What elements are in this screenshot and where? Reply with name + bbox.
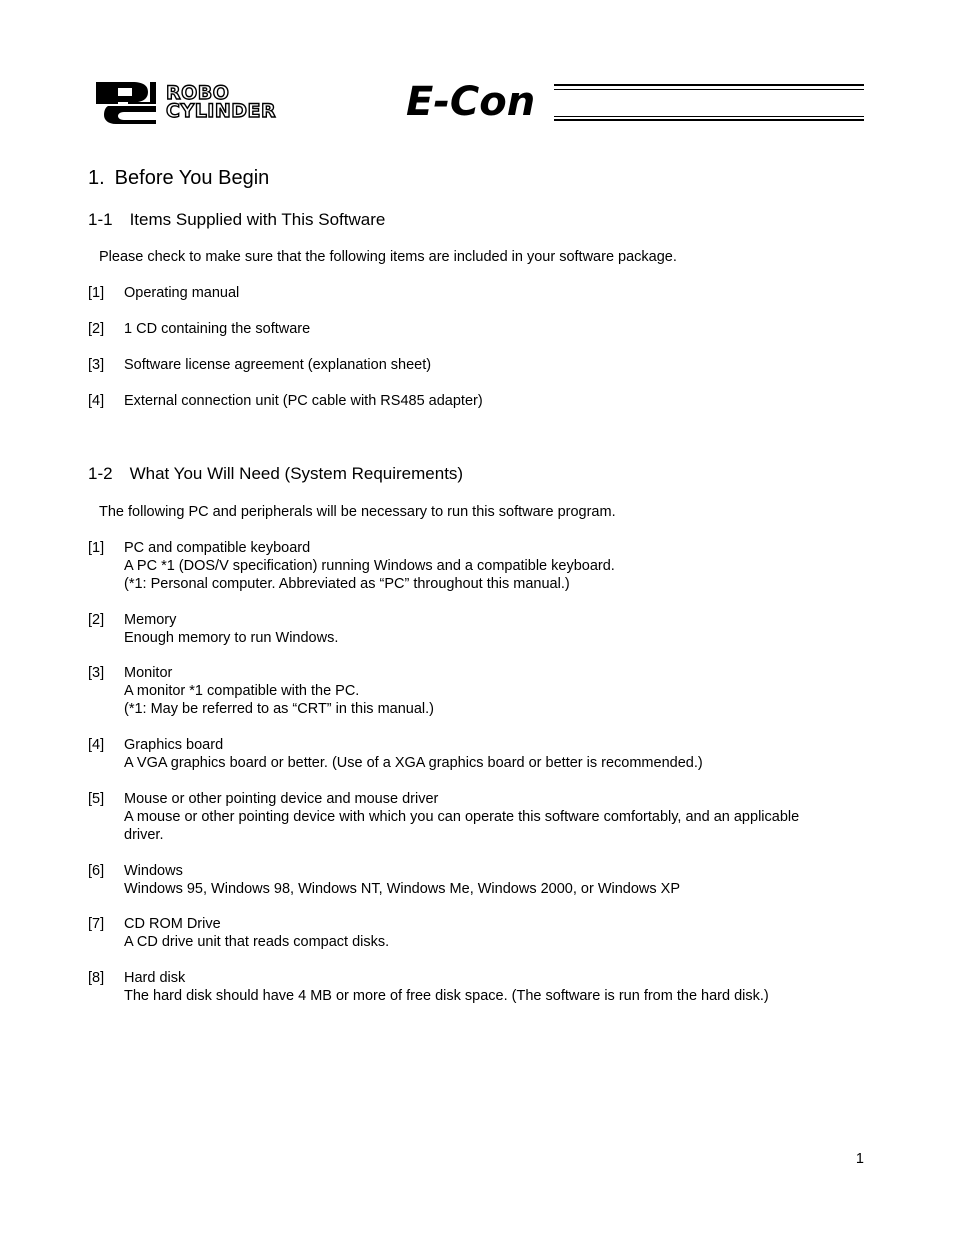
requirement-detail: A CD drive unit that reads compact disks.: [124, 934, 390, 950]
requirement-number: [4]: [88, 737, 105, 753]
subsection-1-1-title: 1-1 Items Supplied with This Software: [88, 210, 386, 229]
requirement-item: [124, 664, 864, 718]
subsection-1-2-intro: The following PC and peripherals will be necessary to run this software program.: [99, 504, 616, 520]
requirement-item: [124, 862, 864, 898]
requirement-detail: The hard disk should have 4 MB or more of free disk space. (The software is run from the hard disk.): [124, 988, 769, 1004]
subsection-1-1-intro: Please check to make sure that the following items are included in your software package.: [99, 249, 677, 265]
header-rule-top-thin: [554, 89, 864, 90]
requirement-detail: A VGA graphics board or better. (Use of a XGA graphics board or better is recommended.): [124, 755, 703, 771]
requirement-number: [6]: [88, 863, 105, 879]
list-item-number: [3]: [88, 357, 105, 373]
requirement-heading: Monitor: [124, 665, 173, 681]
subsection-1-2-title: 1-2 What You Will Need (System Requirements): [88, 464, 464, 483]
list-item-number: [1]: [88, 285, 105, 301]
header-rule-bottom-thick: [554, 119, 864, 121]
list-item: External connection unit (PC cable with RS485 adapter): [124, 393, 483, 409]
requirement-heading: PC and compatible keyboard: [124, 540, 311, 556]
requirement-heading: CD ROM Drive: [124, 916, 221, 932]
requirement-number: [2]: [88, 612, 105, 628]
requirement-number: [7]: [88, 916, 105, 932]
requirement-note: (*1: Personal computer. Abbreviated as “PC” throughout this manual.): [124, 576, 570, 592]
robo-cylinder-logo-mark: [94, 80, 158, 126]
requirement-detail: Windows 95, Windows 98, Windows NT, Windows Me, Windows 2000, or Windows XP: [124, 881, 681, 897]
requirement-heading: Graphics board: [124, 737, 224, 753]
robo-cylinder-logo-text: [166, 84, 276, 120]
header-rule-top-thick: [554, 84, 864, 86]
requirement-detail: Enough memory to run Windows.: [124, 630, 339, 646]
requirement-item: [124, 539, 864, 593]
logo-word-robo: ROBO: [166, 82, 230, 104]
requirement-number: [3]: [88, 665, 105, 681]
requirement-number: [8]: [88, 970, 105, 986]
list-item: Operating manual: [124, 285, 240, 301]
e-con-logo: E-Con: [406, 79, 536, 125]
page-number: 1: [855, 1151, 864, 1167]
list-item: 1 CD containing the software: [124, 321, 311, 337]
list-item-number: [2]: [88, 321, 105, 337]
list-item-number: [4]: [88, 393, 105, 409]
requirement-number: [1]: [88, 540, 105, 556]
requirement-detail-continued: driver.: [124, 827, 164, 843]
requirement-item: [124, 969, 864, 1005]
requirement-item: [124, 736, 864, 772]
requirement-heading: Windows: [124, 863, 183, 879]
requirement-detail: A monitor *1 compatible with the PC.: [124, 683, 360, 699]
requirement-heading: Memory: [124, 612, 177, 628]
header-rule-bottom-thin: [554, 116, 864, 117]
requirement-number: [5]: [88, 791, 105, 807]
logo-word-cylinder: CYLINDER: [166, 100, 277, 122]
section-title: 1. Before You Begin: [88, 167, 270, 189]
requirement-heading: Hard disk: [124, 970, 186, 986]
requirement-detail: A mouse or other pointing device with which you can operate this software comfortably, and an applicable: [124, 809, 800, 825]
requirement-item: [124, 915, 864, 951]
requirement-heading: Mouse or other pointing device and mouse driver: [124, 791, 439, 807]
list-item: Software license agreement (explanation sheet): [124, 357, 432, 373]
requirement-item: [124, 790, 864, 844]
requirement-note: (*1: May be referred to as “CRT” in this manual.): [124, 701, 434, 717]
requirement-item: [124, 611, 864, 647]
requirement-detail: A PC *1 (DOS/V specification) running Windows and a compatible keyboard.: [124, 558, 615, 574]
